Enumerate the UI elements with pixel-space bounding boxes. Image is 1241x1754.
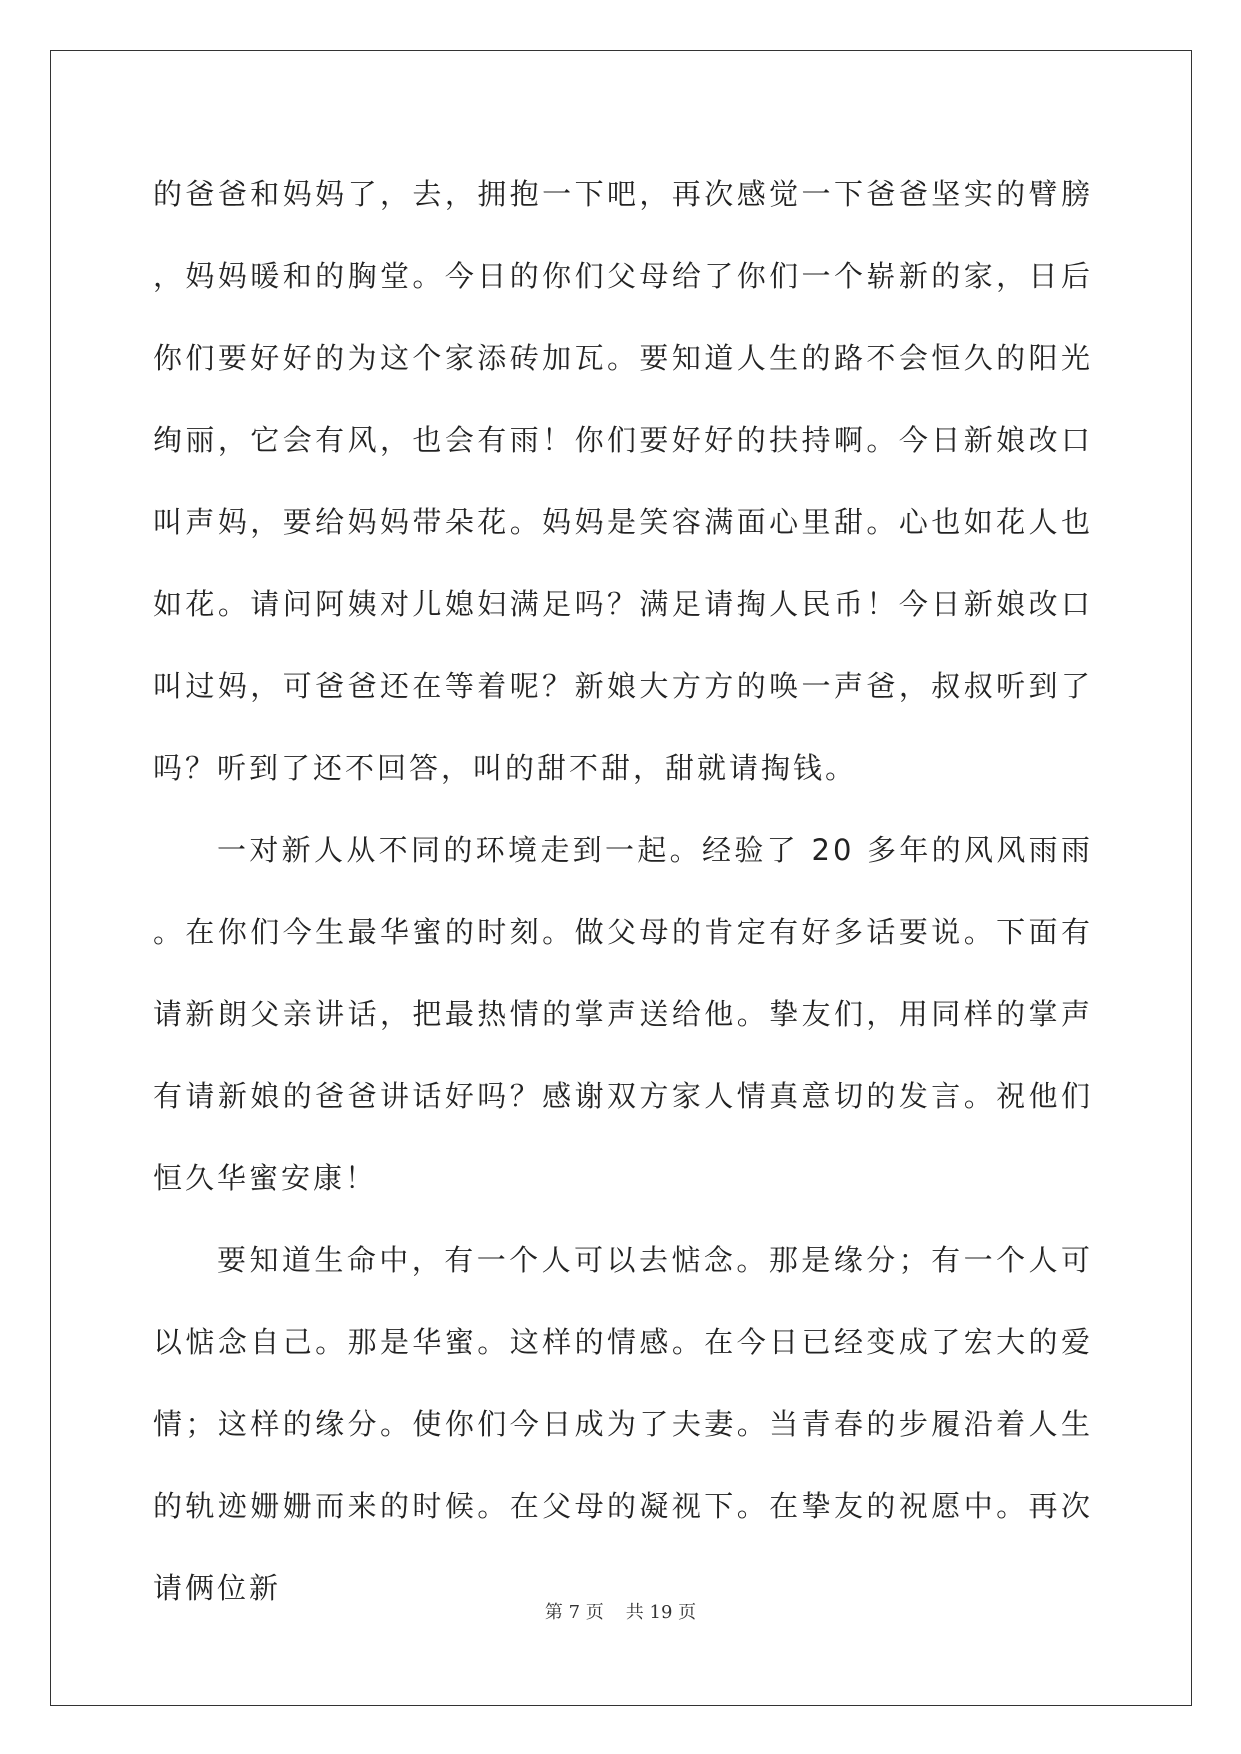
page-footer <box>0 1601 1241 1625</box>
paragraph-1: 的爸爸和妈妈了，去，拥抱一下吧，再次感觉一下爸爸坚实的臂膀，妈妈暖和的胸堂。今日的你们父母给了你们一个崭新的家，日后你们要好好的为这个家添砖加瓦。要知道人生的路不会恒久的阳光绚丽，它会有风，也会有雨！你们要好好的扶持啊。今日新娘改口叫声妈，要给妈妈带朵花。妈妈是笑容满面心里甜。心也如花人也如花。请问阿姨对儿媳妇满足吗？满足请掏人民币！今日新娘改口叫过妈，可爸爸还在等着呢？新娘大方方的唤一声爸，叔叔听到了吗？听到了还不回答，叫的甜不甜，甜就请掏钱。 <box>153 177 1093 785</box>
paragraph-3: 要知道生命中，有一个人可以去惦念。那是缘分；有一个人可以惦念自己。那是华蜜。这样的情感。在今日已经变成了宏大的爱情；这样的缘分。使你们今日成为了夫妻。当青春的步履沿着人生的轨迹姗姗而来的时候。在父母的凝视下。在挚友的祝愿中。再次请俩位新 <box>153 1243 1093 1605</box>
paragraph-2: 一对新人从不同的环境走到一起。经验了 20 多年的风风雨雨。在你们今生最华蜜的时刻。做父母的肯定有好多话要说。下面有请新朗父亲讲话，把最热情的掌声送给他。挚友们，用同样的掌声有请新娘的爸爸讲话好吗？感谢双方家人情真意切的发言。祝他们恒久华蜜安康！ <box>153 833 1093 1195</box>
page-number: 第 7 页 <box>544 1602 604 1623</box>
document-body <box>153 153 1093 1629</box>
total-pages: 共 19 页 <box>625 1602 697 1623</box>
